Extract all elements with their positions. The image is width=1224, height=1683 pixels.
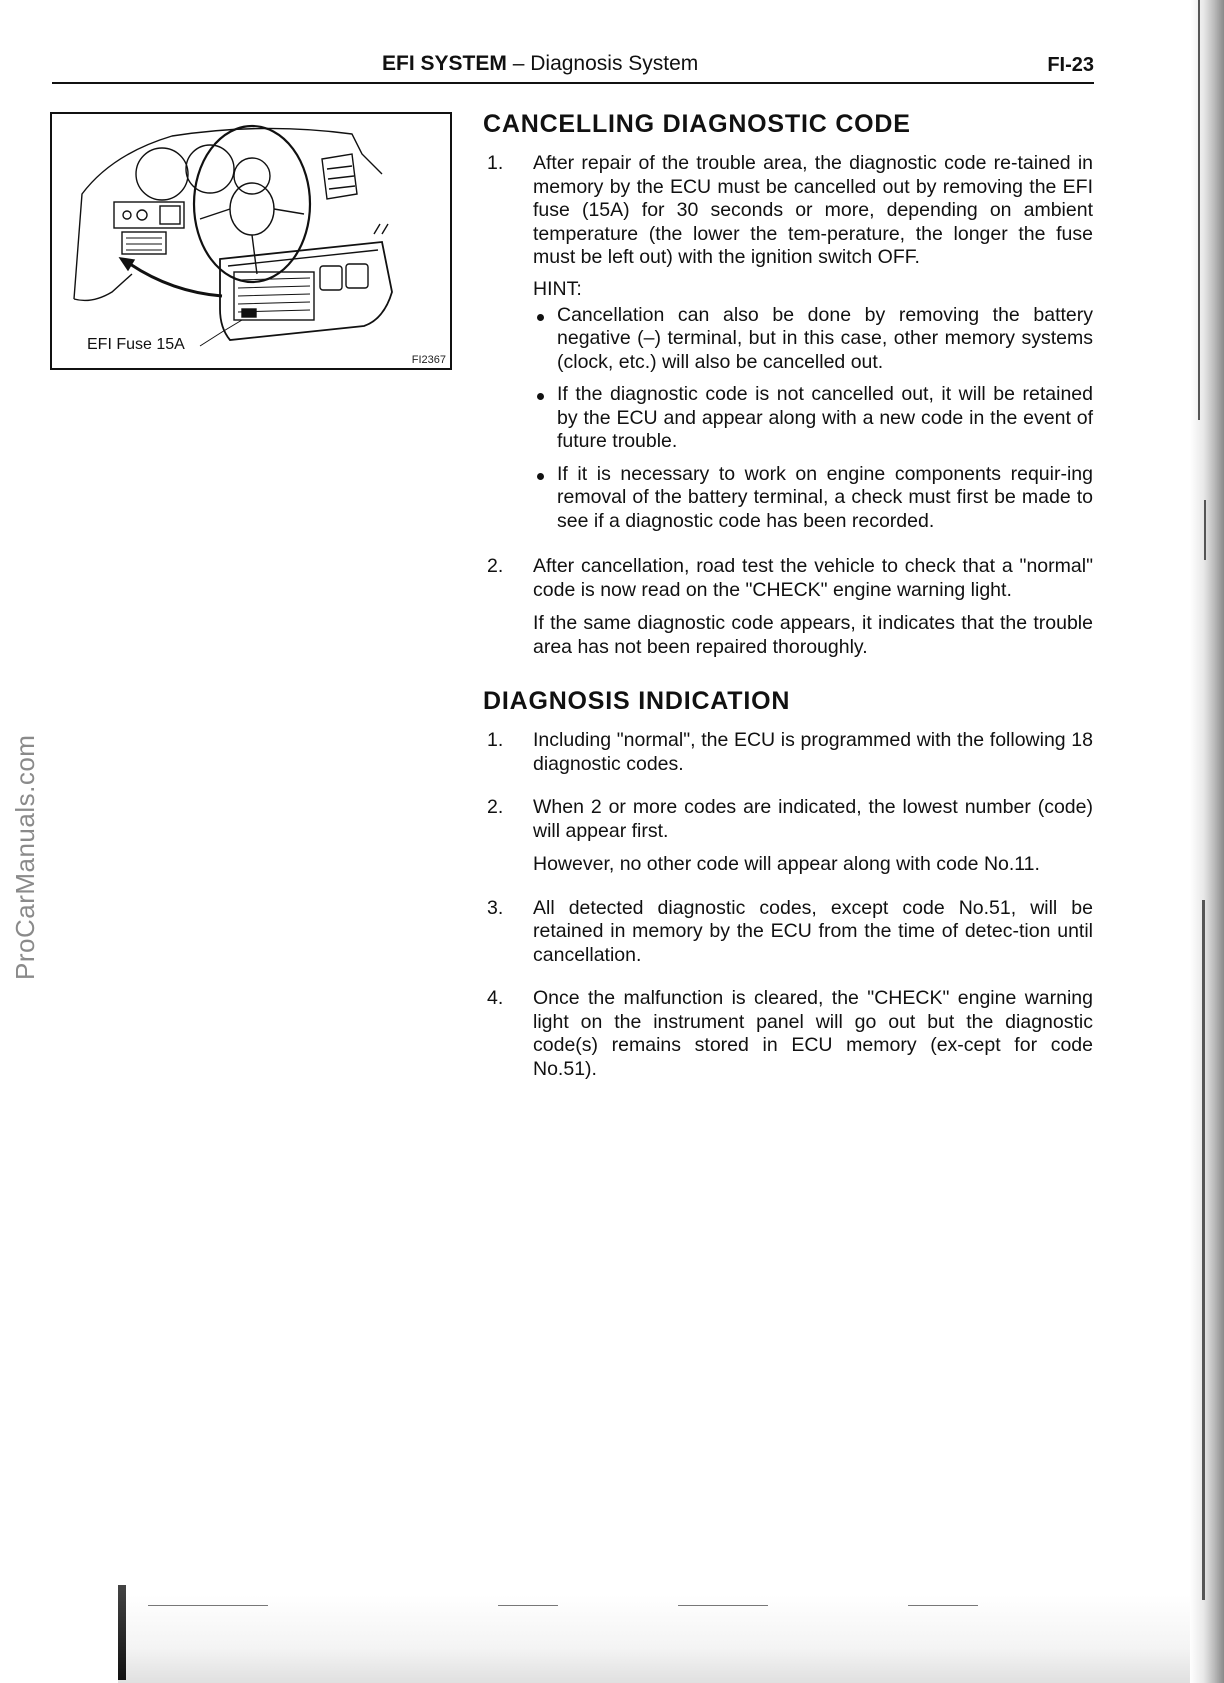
fuse-box-small — [122, 232, 166, 254]
cancel-step-1 — [483, 152, 1093, 533]
step-text: After cancellation, road test the vehicle to check that a "normal" code is now read on the "CHECK" engine warning light. — [533, 555, 1093, 601]
step-text-continued: If the same diagnostic code appears, it indicates that the trouble area has not been repaired thoroughly. — [533, 612, 1093, 658]
page-header — [52, 52, 1094, 84]
item-number: 2. — [487, 796, 504, 818]
scan-dash — [148, 1605, 268, 1606]
item-number: 1. — [487, 729, 504, 751]
item-text: When 2 or more codes are indicated, the lowest number (code) will appear first. — [533, 796, 1093, 842]
relay — [346, 264, 368, 288]
steering-hub — [230, 183, 274, 235]
dashboard-illustration — [52, 114, 450, 368]
scan-corner-mark — [118, 1585, 126, 1680]
item-text: Once the malfunction is cleared, the "CHECK" engine warning light on the instrument panel will go out but the diagnostic code(s) remains stored in ECU memory (ex-cept for code No.51). — [533, 987, 1093, 1080]
tachometer-gauge — [186, 145, 234, 193]
scan-streak — [1198, 0, 1200, 420]
fuse-rows — [238, 278, 310, 312]
fuse-location-figure — [50, 112, 452, 370]
heading-cancelling: CANCELLING DIAGNOSTIC CODE — [483, 110, 911, 138]
step-number: 2. — [487, 555, 504, 577]
item-text: Including "normal", the ECU is programmed with the following 18 diagnostic codes. — [533, 729, 1093, 775]
indication-item-1 — [483, 729, 1093, 776]
step-number: 1. — [487, 152, 504, 174]
indication-item-2 — [483, 796, 1093, 877]
panel-lines — [374, 224, 388, 234]
header-separator: – — [512, 52, 525, 75]
figure-label: EFI Fuse 15A — [87, 336, 185, 353]
speedometer-gauge — [136, 148, 188, 200]
heading-indication: DIAGNOSIS INDICATION — [483, 687, 791, 715]
pointer-arrow — [130, 264, 222, 296]
scan-dash — [908, 1605, 978, 1606]
step-text: After repair of the trouble area, the diagnostic code re-tained in memory by the ECU must be cancelled out by removing the EFI fuse (15A) for 30 seconds or more, depending on ambient temperature (the lower the tem-perature, the longer the fuse must be left out) with the ignition switch OFF. — [533, 152, 1093, 268]
small-gauge — [234, 158, 270, 194]
scan-streak — [1202, 900, 1205, 1600]
scan-dash — [498, 1605, 558, 1606]
switch-knob — [137, 210, 147, 220]
switch-knob — [123, 211, 131, 219]
hint-label: HINT: — [533, 277, 582, 300]
header-subsection: Diagnosis System — [530, 52, 699, 75]
relay — [320, 266, 342, 290]
indication-item-3 — [483, 897, 1093, 968]
watermark: ProCarManuals.com — [10, 734, 40, 980]
cancel-step-2 — [483, 555, 1093, 659]
page-number: FI-23 — [1047, 54, 1094, 76]
vent-slats — [327, 166, 355, 189]
item-number: 3. — [487, 896, 504, 919]
hint-item: If the diagnostic code is not cancelled out, it will be retained by the ECU and appear along with a new code in the event of future trouble. — [533, 383, 1093, 454]
indication-item-4 — [483, 987, 1093, 1081]
main-content — [483, 108, 1093, 1081]
fuse-rows-small — [126, 238, 162, 250]
scan-streak — [1204, 500, 1206, 560]
header-title — [382, 52, 698, 76]
hint-item: Cancellation can also be done by removing the battery negative (–) terminal, but in this case, other memory systems (clock, etc.) will also be cancelled out. — [533, 304, 1093, 375]
hint-item: If it is necessary to work on engine components requir-ing removal of the battery terminal, a check must first be made to see if a diagnostic code has been recorded. — [533, 463, 1093, 534]
item-text-continued: However, no other code will appear along with code No.11. — [533, 853, 1040, 875]
efi-fuse-15a — [242, 309, 256, 317]
dashboard-lower-edge — [74, 274, 132, 300]
switch-button — [160, 206, 180, 224]
figure-code: FI2367 — [411, 354, 446, 366]
scan-edge-right — [1190, 0, 1224, 1683]
item-text: All detected diagnostic codes, except code No.51, will be retained in memory by the ECU from the time of detec-tion until cancellation. — [533, 896, 1093, 966]
scan-dash — [678, 1605, 768, 1606]
header-section: EFI SYSTEM — [382, 52, 507, 75]
hint-list — [533, 304, 1093, 534]
scan-edge-bottom — [118, 1595, 1190, 1683]
arrow-head — [120, 258, 134, 270]
fuse-box-enlarged — [220, 242, 392, 340]
item-number: 4. — [487, 987, 504, 1009]
